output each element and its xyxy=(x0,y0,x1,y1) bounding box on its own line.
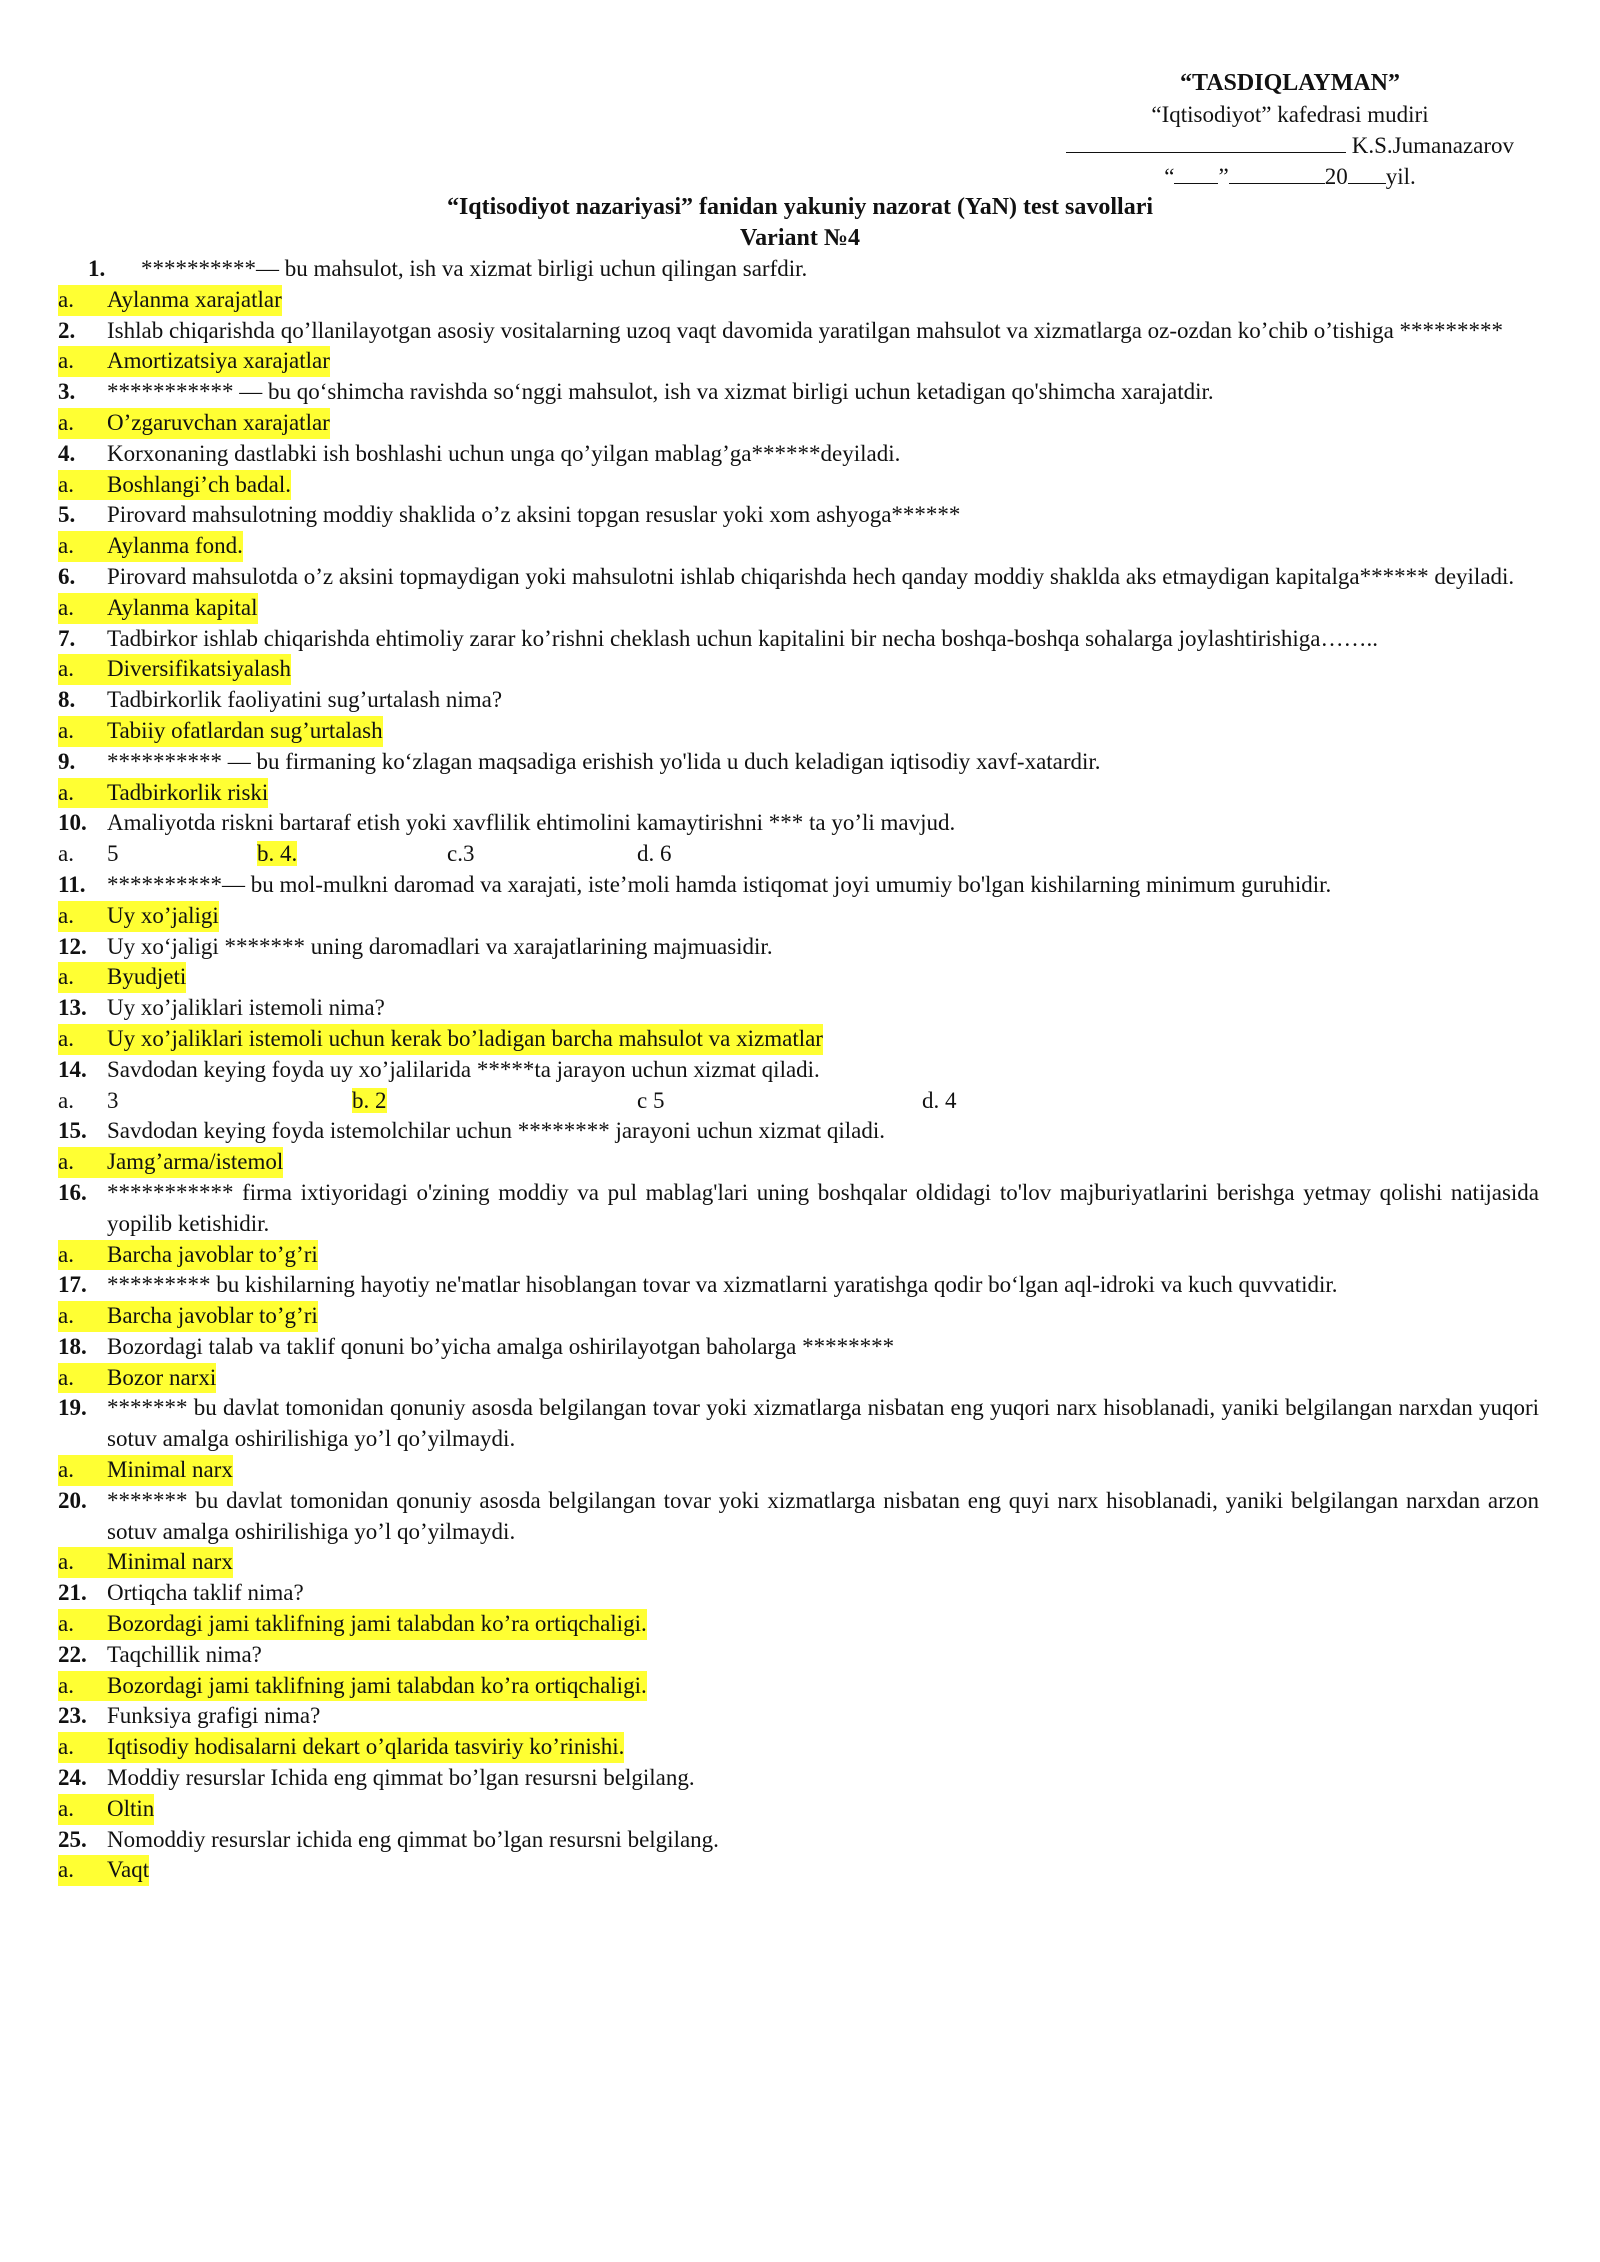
answer-row xyxy=(58,593,1539,624)
question-row xyxy=(58,993,1539,1024)
approval-date xyxy=(1030,161,1550,192)
question-text: Taqchillik nima? xyxy=(107,1641,262,1667)
answer-row xyxy=(58,1024,1539,1055)
question-number: 4. xyxy=(58,440,76,466)
answer-letter: a. xyxy=(58,470,107,501)
question-number: 25. xyxy=(58,1826,87,1852)
question-text: Nomoddiy resurslar ichida eng qimmat bo’lgan resursni belgilang. xyxy=(107,1826,719,1852)
question-row xyxy=(58,870,1539,901)
question-number: 8. xyxy=(58,687,76,713)
question-text: Savdodan keying foyda uy xo’jalilarida *****ta jarayon uchun xizmat qiladi. xyxy=(107,1056,820,1082)
answer-text: Aylanma fond. xyxy=(107,531,243,562)
question-number: 10. xyxy=(58,810,87,836)
answer-letter: a. xyxy=(58,901,107,932)
answer-row xyxy=(58,285,1539,316)
question-text: Tadbirkor ishlab chiqarishda ehtimoliy zarar ko’rishni cheklash uchun kapitalini bir necha boshqa-boshqa sohalarga joylashtirishiga…….. xyxy=(107,625,1378,651)
answer-row xyxy=(58,1301,1539,1332)
question-row xyxy=(58,500,1539,531)
question-row xyxy=(58,932,1539,963)
answer-row xyxy=(58,1609,1539,1640)
option-d: d. 6 xyxy=(637,841,672,867)
question-text: ******* bu davlat tomonidan qonuniy asosda belgilangan tovar yoki xizmatlarga nisbatan eng yuqori narx hisoblanadi, yaniki belgilangan narxdan yuqori sotuv amalga oshirilishiga yo’l qo’yilmaydi. xyxy=(107,1395,1539,1452)
answer-text: Tadbirkorlik riski xyxy=(107,778,268,809)
answer-letter: a. xyxy=(58,1024,107,1055)
question-row xyxy=(58,1332,1539,1363)
approval-block xyxy=(1030,68,1550,192)
answer-text: Minimal narx xyxy=(107,1455,233,1486)
question-number: 3. xyxy=(58,379,76,405)
question-text: *********** firma ixtiyoridagi o'zining moddiy va pul mablag'lari uning boshqalar oldidagi to'lov majburiyatlarini berishga yetmay qolishi natijasida yopilib ketishidir. xyxy=(107,1179,1539,1236)
signature-blank xyxy=(1066,152,1346,153)
question-text: Moddiy resurslar Ichida eng qimmat bo’lgan resursni belgilang. xyxy=(107,1765,695,1791)
answer-letter: a. xyxy=(58,1363,107,1394)
answer-row xyxy=(58,1671,1539,1702)
answer-letter: a. xyxy=(58,593,107,624)
answer-row xyxy=(58,531,1539,562)
question-number: 19. xyxy=(58,1395,87,1421)
question-text: Savdodan keying foyda istemolchilar uchun ******** jarayoni uchun xizmat qiladi. xyxy=(107,1118,885,1144)
answer-letter: a. xyxy=(58,408,107,439)
test-title: “Iqtisodiyot nazariyasi” fanidan yakuniy nazorat (YaN) test savollari xyxy=(446,194,1154,220)
answer-text: Amortizatsiya xarajatlar xyxy=(107,346,330,377)
answer-text: Uy xo’jaliklari istemoli uchun kerak bo’ladigan barcha mahsulot va xizmatlar xyxy=(107,1024,823,1055)
question-number: 7. xyxy=(58,625,76,651)
answer-row xyxy=(58,901,1539,932)
variant-label: Variant №4 xyxy=(740,225,860,251)
question-row xyxy=(58,808,1539,839)
day-blank xyxy=(1174,183,1218,184)
question-text: Bozordagi talab va taklif qonuni bo’yicha amalga oshirilayotgan baholarga ******** xyxy=(107,1333,895,1359)
answer-row xyxy=(58,1455,1539,1486)
option-a: 3 xyxy=(107,1087,119,1113)
answer-text: Byudjeti xyxy=(107,962,186,993)
question-text: **********— bu mahsulot, ish va xizmat birligi uchun qilingan sarfdir. xyxy=(141,256,808,281)
date-year: 20 xyxy=(1324,164,1348,189)
question-row xyxy=(58,254,1539,285)
answer-text: Diversifikatsiyalash xyxy=(107,654,291,685)
answer-letter: a. xyxy=(58,962,107,993)
answer-letter: a. xyxy=(58,716,107,747)
question-number: 2. xyxy=(58,317,76,343)
option-d: d. 4 xyxy=(922,1087,957,1113)
answer-row xyxy=(58,408,1539,439)
answer-text: Vaqt xyxy=(107,1855,149,1886)
answer-letter: a. xyxy=(58,285,107,316)
option-a-letter: a. xyxy=(58,841,74,867)
question-number: 1. xyxy=(88,256,106,281)
answer-text: O’zgaruvchan xarajatlar xyxy=(107,408,330,439)
answer-letter: a. xyxy=(58,1732,107,1763)
question-number: 16. xyxy=(58,1179,87,1205)
answer-text: Bozordagi jami taklifning jami talabdan ko’ra ortiqchaligi. xyxy=(107,1671,647,1702)
answer-letter: a. xyxy=(58,1671,107,1702)
answer-row xyxy=(58,1147,1539,1178)
question-text: ********** — bu firmaning ko‘zlagan maqsadiga erishish yo'lida u duch keladigan iqtisodiy xavf-xatardir. xyxy=(107,748,1101,774)
approval-signer: K.S.Jumanazarov xyxy=(1346,133,1514,158)
question-text: Funksiya grafigi nima? xyxy=(107,1703,321,1729)
question-row xyxy=(58,377,1539,408)
answer-letter: a. xyxy=(58,1240,107,1271)
question-text: ******* bu davlat tomonidan qonuniy asosda belgilangan tovar yoki xizmatlarga nisbatan eng quyi narx hisoblanadi, yaniki belgilangan narxdan arzon sotuv amalga oshirilishiga yo’l qo’yilmaydi. xyxy=(107,1487,1539,1544)
answer-row xyxy=(58,346,1539,377)
question-row xyxy=(58,316,1539,347)
approval-department: “Iqtisodiyot” kafedrasi mudiri xyxy=(1151,102,1429,127)
question-text: ********* bu kishilarning hayotiy ne'matlar hisoblangan tovar va xizmatlarni yaratishga qodir bo‘lgan aql-idroki va kuch quvvatidir. xyxy=(107,1272,1338,1298)
question-number: 17. xyxy=(58,1272,87,1298)
month-blank xyxy=(1229,183,1325,184)
answer-letter: a. xyxy=(58,346,107,377)
answer-letter: a. xyxy=(58,1855,107,1886)
question-text: Uy xo’jaliklari istemoli nima? xyxy=(107,995,385,1021)
question-number: 15. xyxy=(58,1118,87,1144)
question-row xyxy=(58,439,1539,470)
answer-text: Aylanma kapital xyxy=(107,593,258,624)
answer-row xyxy=(58,1547,1539,1578)
approval-signature-line xyxy=(1030,130,1550,161)
answer-text: Barcha javoblar to’g’ri xyxy=(107,1301,318,1332)
answer-letter: a. xyxy=(58,1147,107,1178)
question-text: Tadbirkorlik faoliyatini sug’urtalash nima? xyxy=(107,687,503,713)
question-number: 13. xyxy=(58,995,87,1021)
option-a: 5 xyxy=(107,841,119,867)
date-close-quote: ” xyxy=(1218,164,1229,189)
answer-row xyxy=(58,1240,1539,1271)
question-number: 6. xyxy=(58,563,76,589)
question-number: 5. xyxy=(58,502,76,528)
question-text: **********— bu mol-mulkni daromad va xarajati, iste’moli hamda istiqomat joyi umumiy bo'lgan kishilarning minimum guruhidir. xyxy=(107,871,1332,897)
answer-row xyxy=(58,470,1539,501)
answer-row xyxy=(58,1363,1539,1394)
question-number: 9. xyxy=(58,748,76,774)
answer-text: Jamg’arma/istemol xyxy=(107,1147,283,1178)
question-text: Ortiqcha taklif nima? xyxy=(107,1580,304,1606)
option-b-correct: b. 4. xyxy=(257,841,298,867)
answer-letter: a. xyxy=(58,1301,107,1332)
answer-letter: a. xyxy=(58,1547,107,1578)
answer-row xyxy=(58,716,1539,747)
answer-text: Barcha javoblar to’g’ri xyxy=(107,1240,318,1271)
question-number: 18. xyxy=(58,1333,87,1359)
question-text: *********** — bu qo‘shimcha ravishda so‘nggi mahsulot, ish va xizmat birligi uchun ketadigan qo'shimcha xarajatdir. xyxy=(107,379,1214,405)
question-number: 11. xyxy=(58,871,86,897)
question-text: Korxonaning dastlabki ish boshlashi uchun unga qo’yilgan mablag’ga******deyiladi. xyxy=(107,440,901,466)
answer-letter: a. xyxy=(58,778,107,809)
question-row xyxy=(58,562,1539,593)
question-number: 12. xyxy=(58,933,87,959)
test-header xyxy=(0,192,1600,254)
answer-row xyxy=(58,654,1539,685)
question-row xyxy=(58,747,1539,778)
answer-text: Oltin xyxy=(107,1794,154,1825)
answer-text: Minimal narx xyxy=(107,1547,233,1578)
question-number: 20. xyxy=(58,1487,87,1513)
answer-letter: a. xyxy=(58,1609,107,1640)
question-row xyxy=(58,1640,1539,1671)
answer-text: Aylanma xarajatlar xyxy=(107,285,282,316)
question-number: 21. xyxy=(58,1580,87,1606)
question-row xyxy=(58,1055,1539,1086)
question-number: 24. xyxy=(58,1765,87,1791)
question-row xyxy=(58,685,1539,716)
answer-text: Tabiiy ofatlardan sug’urtalash xyxy=(107,716,383,747)
question-row xyxy=(58,1178,1539,1240)
option-c: c.3 xyxy=(447,841,475,867)
answer-letter: a. xyxy=(58,1455,107,1486)
question-row xyxy=(58,1486,1539,1548)
answer-text: Uy xo’jaligi xyxy=(107,901,219,932)
question-number: 14. xyxy=(58,1056,87,1082)
answer-text: Bozordagi jami taklifning jami talabdan ko’ra ortiqchaligi. xyxy=(107,1609,647,1640)
question-row xyxy=(58,1116,1539,1147)
question-row xyxy=(58,1578,1539,1609)
answer-row xyxy=(58,962,1539,993)
answer-letter: a. xyxy=(58,531,107,562)
answer-row xyxy=(58,1732,1539,1763)
question-row xyxy=(58,1763,1539,1794)
question-row xyxy=(58,1270,1539,1301)
answer-text: Iqtisodiy hodisalarni dekart o’qlarida tasviriy ko’rinishi. xyxy=(107,1732,624,1763)
question-text: Ishlab chiqarishda qo’llanilayotgan asosiy vositalarning uzoq vaqt davomida yaratilgan mahsulot va xizmatlarga oz-ozdan ko’chib o’tishiga ********* xyxy=(107,317,1504,343)
question-list xyxy=(58,254,1539,1886)
question-number: 22. xyxy=(58,1641,87,1667)
answer-row xyxy=(58,1855,1539,1886)
answer-row xyxy=(58,1794,1539,1825)
answer-row xyxy=(58,778,1539,809)
year-blank xyxy=(1348,183,1386,184)
answer-options xyxy=(58,1086,1539,1117)
answer-text: Boshlangi’ch badal. xyxy=(107,470,291,501)
answer-letter: a. xyxy=(58,1794,107,1825)
question-number: 23. xyxy=(58,1703,87,1729)
option-b-correct: b. 2 xyxy=(352,1087,387,1113)
question-row xyxy=(58,1701,1539,1732)
question-text: Amaliyotda riskni bartaraf etish yoki xavflilik ehtimolini kamaytirishni *** ta yo’li mavjud. xyxy=(107,810,956,836)
question-text: Pirovard mahsulotning moddiy shaklida o’z aksini topgan resuslar yoki xom ashyoga****** xyxy=(107,502,961,528)
option-c: c 5 xyxy=(637,1087,665,1113)
approval-title: “TASDIQLAYMAN” xyxy=(1179,70,1401,96)
question-text: Pirovard mahsulotda o’z aksini topmaydigan yoki mahsulotni ishlab chiqarishda hech qanday moddiy shaklda aks etmaydigan kapitalga****** deyiladi. xyxy=(107,563,1515,589)
question-text: Uy xo‘jaligi ******* uning daromadlari va xarajatlarining majmuasidir. xyxy=(107,933,773,959)
question-row xyxy=(58,624,1539,655)
option-a-letter: a. xyxy=(58,1087,74,1113)
date-suffix: yil. xyxy=(1385,164,1416,189)
date-open-quote: “ xyxy=(1164,164,1175,189)
question-row xyxy=(58,1393,1539,1455)
answer-text: Bozor narxi xyxy=(107,1363,216,1394)
answer-options xyxy=(58,839,1539,870)
answer-letter: a. xyxy=(58,654,107,685)
question-row xyxy=(58,1825,1539,1856)
